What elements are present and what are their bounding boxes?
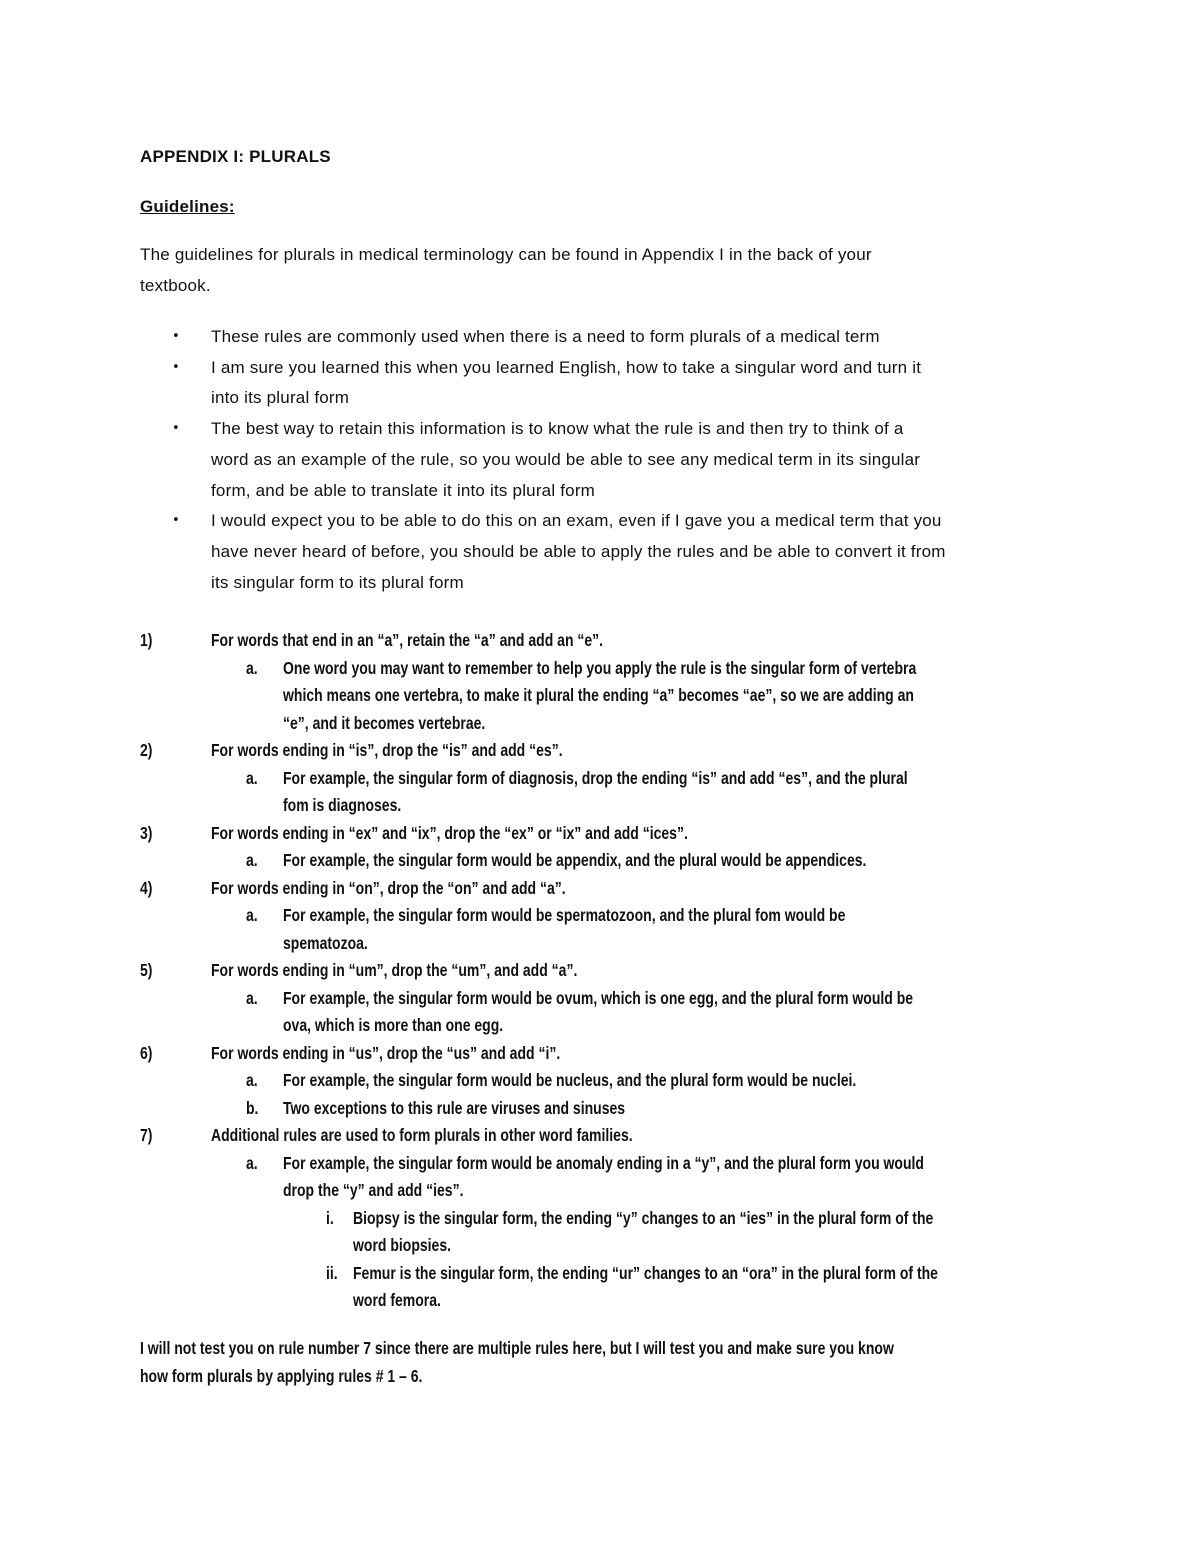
bullet-text: I am sure you learned this when you learned English, how to take a singular word and turn it (211, 357, 922, 377)
sub-marker: a. (246, 767, 258, 788)
rule-number: 7) (140, 1125, 153, 1145)
intro-line: textbook. (140, 276, 211, 295)
sub-marker: a. (246, 657, 258, 678)
rule-text: For words ending in “um”, drop the “um”, and add “a”. (211, 960, 578, 980)
page-title: APPENDIX I: PLURALS (140, 147, 331, 166)
bullet-text: The best way to retain this information is to know what the rule is and then try to think of a (211, 419, 904, 439)
subsub-text: Femur is the singular form, the ending “ur” changes to an “ora” in the plural form of the (353, 1262, 938, 1283)
bullet-icon: • (172, 421, 180, 437)
subsub-text: Biopsy is the singular form, the ending “y” changes to an “ies” in the plural form of the (353, 1207, 934, 1228)
sub-text: For example, the singular form would be appendix, and the plural would be appendices. (283, 850, 867, 870)
sub-text: “e”, and it becomes vertebrae. (283, 712, 486, 733)
sub-text: which means one vertebra, to make it plural the ending “a” becomes “ae”, so we are adding an (283, 685, 914, 705)
bullet-text: I would expect you to be able to do this on an exam, even if I gave you a medical term that you (211, 511, 942, 531)
sub-text: For example, the singular form would be ovum, which is one egg, and the plural form would be (283, 987, 914, 1008)
bullet-icon: • (172, 513, 180, 529)
sub-marker: b. (246, 1097, 259, 1118)
sub-text: spematozoa. (283, 932, 368, 953)
guidelines-heading: Guidelines: (140, 197, 235, 216)
rule-number: 2) (140, 740, 153, 760)
rule-text: For words ending in “ex” and “ix”, drop the “ex” or “ix” and add “ices”. (211, 822, 688, 843)
sub-marker: a. (246, 987, 258, 1008)
subsub-text: word biopsies. (353, 1235, 452, 1255)
rule-text: For words ending in “is”, drop the “is” and add “es”. (211, 740, 563, 760)
sub-text: For example, the singular form would be anomaly ending in a “y”, and the plural form you would (283, 1152, 924, 1173)
rule-number: 6) (140, 1042, 153, 1063)
bullet-text: its singular form to its plural form (211, 572, 464, 592)
rule-number: 4) (140, 877, 153, 898)
sub-text: One word you may want to remember to help you apply the rule is the singular form of vertebra (283, 657, 917, 678)
rule-text: For words ending in “us”, drop the “us” and add “i”. (211, 1042, 561, 1063)
sub-text: For example, the singular form would be spermatozoon, and the plural fom would be (283, 905, 846, 925)
rule-number: 3) (140, 822, 153, 843)
bullet-icon: • (172, 329, 180, 344)
sub-marker: a. (246, 850, 258, 870)
intro-line: The guidelines for plurals in medical terminology can be found in Appendix I in the back of your (140, 245, 872, 264)
bullet-icon: • (172, 359, 180, 375)
rule-text: Additional rules are used to form plurals in other word families. (211, 1125, 633, 1145)
sub-marker: a. (246, 1070, 258, 1090)
closing-text: I will not test you on rule number 7 since there are multiple rules here, but I will test you and make sure you know (140, 1338, 894, 1358)
closing-text: how form plurals by applying rules # 1 – 6. (140, 1366, 423, 1386)
rule-number: 1) (140, 630, 153, 650)
subsub-marker: ii. (326, 1262, 338, 1283)
subsub-marker: i. (326, 1207, 334, 1228)
sub-text: drop the “y” and add “ies”. (283, 1180, 464, 1200)
bullet-text: word as an example of the rule, so you would be able to see any medical term in its singular (211, 449, 921, 469)
sub-text: Two exceptions to this rule are viruses and sinuses (283, 1097, 626, 1118)
sub-marker: a. (246, 905, 258, 925)
sub-text: For example, the singular form of diagnosis, drop the ending “is” and add “es”, and the plural (283, 767, 908, 788)
bullet-text: form, and be able to translate it into its plural form (211, 480, 596, 500)
rule-text: For words ending in “on”, drop the “on” and add “a”. (211, 877, 566, 898)
subsub-text: word femora. (353, 1290, 441, 1310)
sub-text: For example, the singular form would be nucleus, and the plural form would be nuclei. (283, 1070, 857, 1090)
rule-text: For words that end in an “a”, retain the “a” and add an “e”. (211, 630, 604, 650)
sub-text: ova, which is more than one egg. (283, 1015, 504, 1035)
sub-marker: a. (246, 1152, 258, 1173)
bullet-text: into its plural form (211, 388, 350, 408)
bullet-text: These rules are commonly used when there is a need to form plurals of a medical term (211, 327, 880, 346)
sub-text: fom is diagnoses. (283, 795, 402, 815)
bullet-text: have never heard of before, you should be able to apply the rules and be able to convert it from (211, 541, 946, 561)
rule-number: 5) (140, 960, 153, 980)
